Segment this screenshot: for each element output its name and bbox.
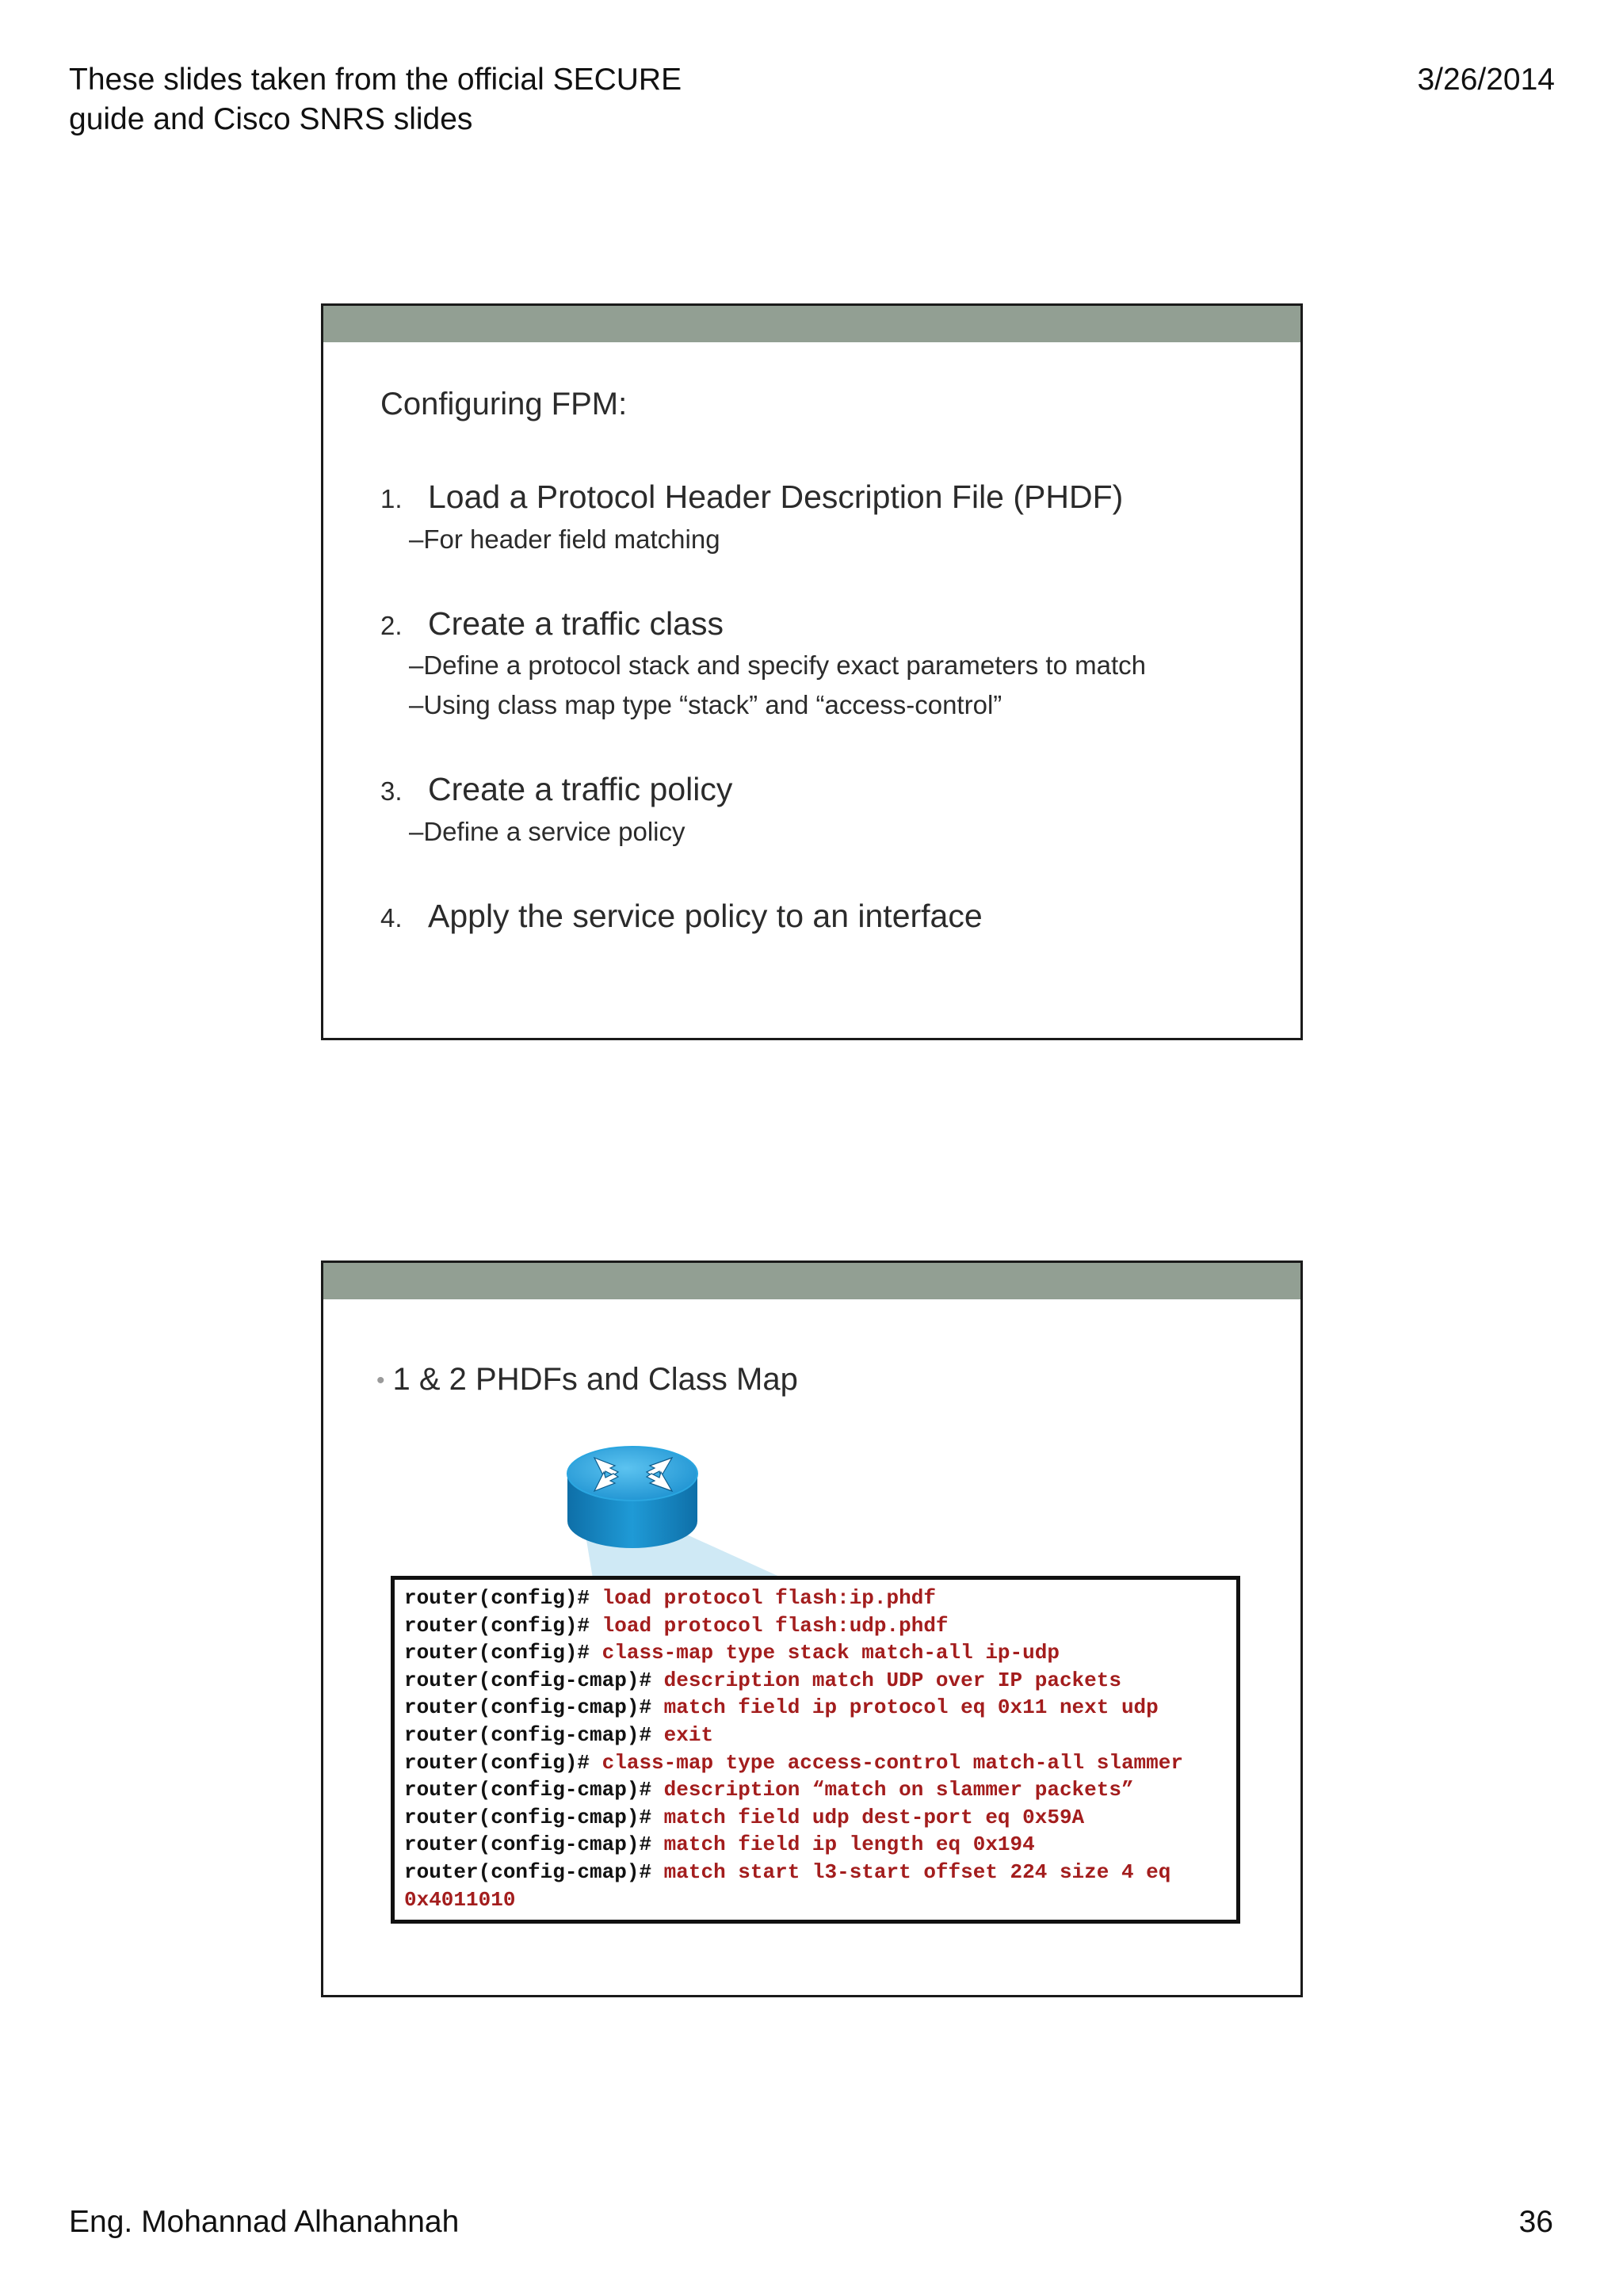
code-line [404, 1776, 1227, 1804]
step-number: 1. [380, 484, 403, 513]
cli-code-box [391, 1576, 1240, 1924]
code-command: class-map type access-control match-all slammer [590, 1750, 1183, 1775]
code-prompt: router(config-cmap)# [404, 1695, 652, 1720]
code-line [404, 1722, 1227, 1749]
code-command: description “match on slammer packets” [651, 1778, 1134, 1802]
page-number: 36 [1518, 2205, 1553, 2239]
code-command: description match UDP over IP packets [651, 1668, 1121, 1692]
code-command: 0x4011010 [404, 1887, 516, 1912]
code-command: exit [651, 1722, 714, 1747]
step-2 [380, 605, 724, 643]
code-prompt: router(config-cmap)# [404, 1778, 652, 1802]
step-text: Create a traffic policy [428, 771, 733, 807]
code-line [404, 1694, 1227, 1722]
step-3 [380, 771, 732, 808]
code-line [404, 1831, 1227, 1859]
bullet-dot-icon: • [376, 1367, 385, 1394]
header-line-1: These slides taken from the official SECURE [69, 63, 682, 97]
code-prompt: router(config-cmap)# [404, 1833, 652, 1857]
code-line [404, 1612, 1227, 1640]
page-header-source [69, 60, 782, 139]
step-number: 3. [380, 776, 403, 806]
code-prompt: router(config)# [404, 1641, 590, 1665]
code-prompt: router(config-cmap)# [404, 1859, 652, 1884]
step-3-sub-1: –Define a service policy [409, 817, 685, 846]
slide-title: Configuring FPM: [380, 387, 628, 421]
slide-title-bar [323, 1263, 1300, 1299]
code-command: load protocol flash:udp.phdf [590, 1613, 949, 1638]
code-line [404, 1859, 1227, 1886]
step-text: Load a Protocol Header Description File (PHDF) [428, 479, 1124, 515]
code-prompt: router(config)# [404, 1586, 590, 1610]
code-line [404, 1667, 1227, 1695]
router-icon [561, 1434, 704, 1553]
code-prompt: router(config-cmap)# [404, 1722, 652, 1747]
slide-bullet [376, 1362, 798, 1398]
step-1-sub-1: –For header field matching [409, 524, 720, 554]
bullet-text: 1 & 2 PHDFs and Class Map [392, 1362, 798, 1397]
code-command: match field udp dest-port eq 0x59A [651, 1805, 1085, 1829]
header-date: 3/26/2014 [1417, 63, 1555, 97]
slide-title-bar [323, 306, 1300, 342]
code-command: load protocol flash:ip.phdf [590, 1586, 936, 1610]
code-prompt: router(config-cmap)# [404, 1805, 652, 1829]
code-line [404, 1749, 1227, 1777]
footer-author: Eng. Mohannad Alhanahnah [69, 2205, 460, 2239]
code-line [404, 1639, 1227, 1667]
code-prompt: router(config)# [404, 1750, 590, 1775]
header-line-2: guide and Cisco SNRS slides [69, 102, 473, 136]
step-2-sub-2: –Using class map type “stack” and “access-control” [409, 690, 1002, 719]
code-line [404, 1804, 1227, 1832]
step-number: 2. [380, 611, 403, 640]
code-command: class-map type stack match-all ip-udp [590, 1641, 1060, 1665]
slide-phdfs-class-map [321, 1261, 1303, 1997]
code-prompt: router(config)# [404, 1613, 590, 1638]
code-prompt: router(config-cmap)# [404, 1668, 652, 1692]
step-4 [380, 898, 983, 935]
slide-configuring-fpm [321, 303, 1303, 1040]
code-line [404, 1886, 1227, 1914]
code-command: match start l3-start offset 224 size 4 eq [651, 1859, 1171, 1884]
step-number: 4. [380, 903, 403, 933]
step-text: Apply the service policy to an interface [428, 898, 983, 934]
code-command: match field ip protocol eq 0x11 next udp [651, 1695, 1159, 1720]
code-command: match field ip length eq 0x194 [651, 1833, 1035, 1857]
step-2-sub-1: –Define a protocol stack and specify exact parameters to match [409, 650, 1146, 680]
code-line [404, 1585, 1227, 1612]
step-1 [380, 479, 1123, 516]
step-text: Create a traffic class [428, 605, 724, 642]
